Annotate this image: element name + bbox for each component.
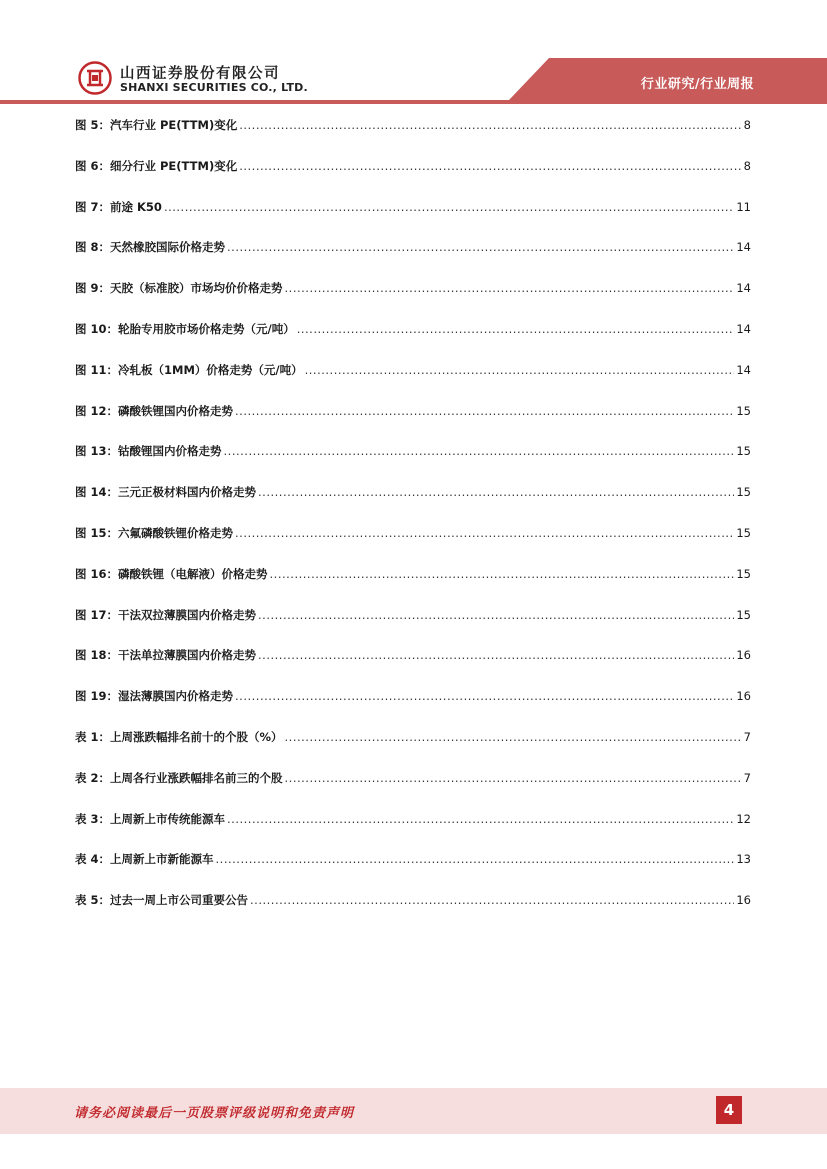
toc-leader-dots [270,567,735,581]
toc-leader-dots [235,689,734,703]
toc-entry-label: 图 5：汽车行业 PE(TTM)变化 [75,118,238,132]
toc-entry-label: 图 10：轮胎专用胶市场价格走势（元/吨） [75,321,295,336]
toc-entry[interactable] [75,484,751,504]
toc-entry-label: 图 11：冷轧板（1MM）价格走势（元/吨） [75,362,303,377]
toc-entry-page: 16 [736,893,751,908]
toc-entry[interactable] [75,525,751,545]
toc-entry-page: 15 [736,566,751,581]
toc-leader-dots [239,159,741,173]
toc-entry[interactable] [75,199,751,219]
toc-entry-label: 表 4：上周新上市新能源车 [75,852,214,867]
toc-leader-dots [235,404,734,418]
toc-entry-page: 11 [736,199,751,214]
toc-entry-label: 表 3：上周新上市传统能源车 [75,811,226,826]
toc-entry-page: 7 [743,729,751,744]
brand-name-en: SHANXI SECURITIES CO., LTD. [120,81,308,94]
toc-entry[interactable] [75,770,751,790]
toc-entry-page: 16 [736,648,751,663]
toc-entry-page: 12 [736,811,751,826]
toc-entry[interactable] [75,566,751,586]
toc-entry[interactable] [75,321,751,341]
toc-leader-dots [258,608,734,622]
toc-entry[interactable] [75,729,751,749]
toc-entry-label: 图 18：干法单拉薄膜国内价格走势 [75,648,257,663]
toc-entry-page: 15 [736,525,751,540]
toc-entry[interactable] [75,117,751,137]
toc-leader-dots [227,240,734,254]
disclaimer-text: 请务必阅读最后一页股票评级说明和免责声明 [74,1106,355,1121]
toc-leader-dots [305,363,735,377]
table-of-contents [75,117,751,933]
toc-entry-page: 13 [736,852,751,867]
toc-entry-label: 图 12：磷酸铁锂国内价格走势 [75,403,234,418]
brand-name-cn: 山西证券股份有限公司 [120,66,280,82]
toc-leader-dots [216,852,735,866]
toc-leader-dots [235,526,734,540]
toc-entry-label: 图 13：钴酸锂国内价格走势 [75,444,222,459]
toc-entry-page: 14 [736,362,751,377]
toc-entry-page: 15 [736,403,751,418]
toc-entry[interactable] [75,280,751,300]
toc-entry-page: 14 [736,281,751,296]
toc-entry[interactable] [75,403,751,423]
toc-entry-label: 图 7：前途 K50 [75,199,162,214]
toc-entry-label: 图 17：干法双拉薄膜国内价格走势 [75,607,257,622]
toc-entry-label: 表 1：上周涨跌幅排名前十的个股（%） [75,729,283,744]
toc-entry-page: 14 [736,240,751,255]
toc-entry-label: 图 19：湿法薄膜国内价格走势 [75,689,234,704]
toc-entry-label: 表 5：过去一周上市公司重要公告 [75,893,249,908]
toc-leader-dots [239,118,741,132]
report-type-title: 行业研究/行业周报 [640,77,755,92]
toc-entry[interactable] [75,688,751,708]
toc-entry[interactable] [75,892,751,912]
toc-entry[interactable] [75,158,751,178]
toc-entry[interactable] [75,239,751,259]
toc-entry-label: 图 15：六氟磷酸铁锂价格走势 [75,525,234,540]
toc-entry-page: 8 [743,118,751,132]
toc-leader-dots [258,648,734,662]
toc-leader-dots [250,893,734,907]
toc-entry[interactable] [75,851,751,871]
toc-entry[interactable] [75,647,751,667]
toc-leader-dots [227,812,734,826]
toc-leader-dots [258,485,734,499]
toc-entry-label: 图 8：天然橡胶国际价格走势 [75,240,226,255]
toc-leader-dots [285,281,735,295]
toc-entry-page: 7 [743,770,751,785]
toc-leader-dots [297,322,735,336]
toc-entry-page: 16 [736,689,751,704]
toc-entry[interactable] [75,443,751,463]
toc-entry[interactable] [75,362,751,382]
page-footer [0,1088,827,1134]
toc-entry-label: 图 9：天胶（标准胶）市场均价价格走势 [75,281,283,296]
toc-leader-dots [224,444,735,458]
toc-entry-page: 14 [736,321,751,336]
toc-leader-dots [285,771,742,785]
toc-entry[interactable] [75,607,751,627]
toc-entry-label: 图 16：磷酸铁锂（电解液）价格走势 [75,566,268,581]
toc-entry-page: 15 [736,485,751,500]
page-number-badge: 4 [716,1096,742,1124]
toc-entry-label: 图 14：三元正极材料国内价格走势 [75,485,257,500]
toc-entry-page: 15 [736,444,751,459]
toc-leader-dots [285,730,742,744]
toc-entry-label: 表 2：上周各行业涨跌幅排名前三的个股 [75,770,283,785]
toc-entry-label: 图 6：细分行业 PE(TTM)变化 [75,158,238,173]
toc-entry-page: 15 [736,607,751,622]
company-logo-icon [78,61,112,95]
toc-leader-dots [164,200,734,214]
page-header [0,0,827,104]
toc-entry[interactable] [75,811,751,831]
toc-entry-page: 8 [743,158,751,173]
